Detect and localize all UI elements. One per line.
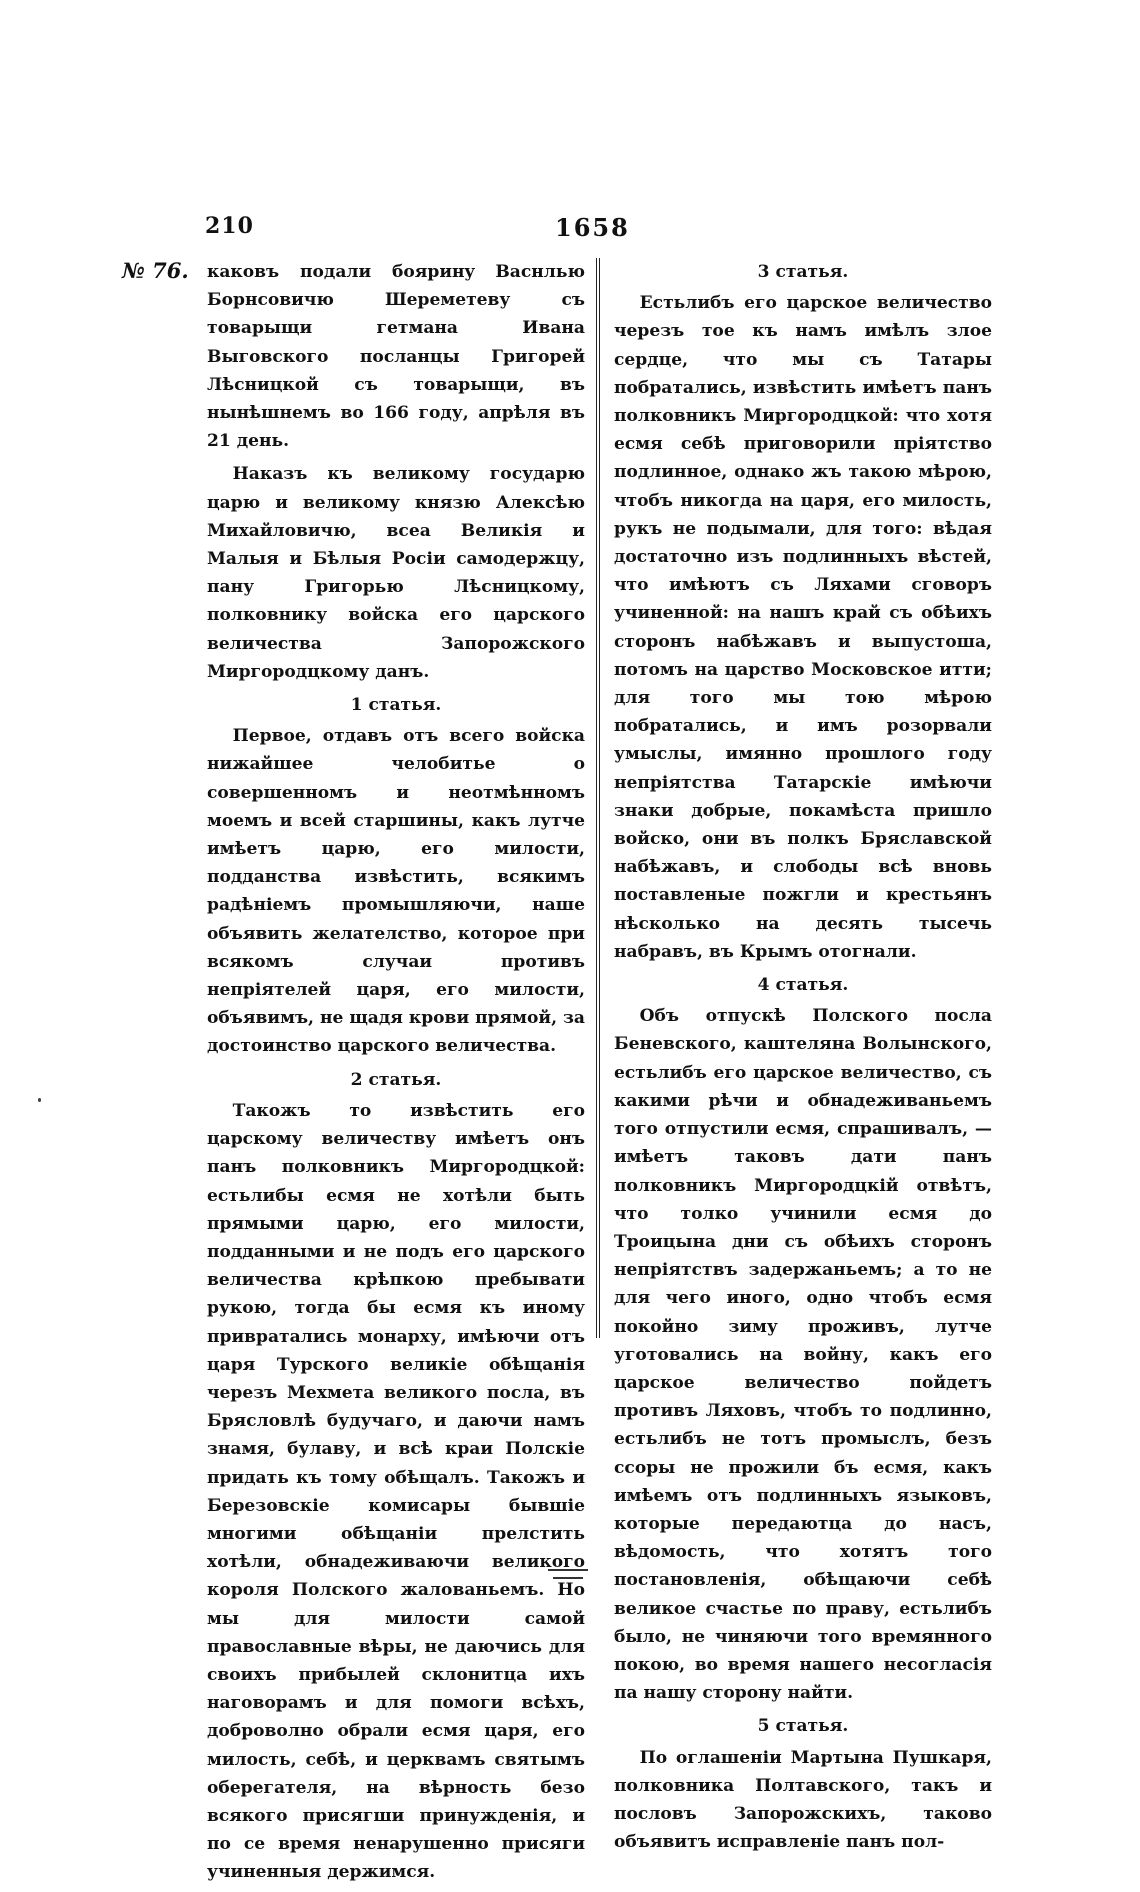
article-2-heading: 2 статья. (350, 1069, 442, 1090)
article-1-heading: 1 статья. (350, 695, 442, 716)
scan-speck (38, 1098, 41, 1102)
article-3-text: Естьлибъ его царское величество черезъ тое къ намъ имѣлъ злое сердце, что мы съ Татары побратались, извѣстить имѣетъ панъ полковникъ Миргородцкой: что хотя есмя себѣ приговорили пріятство подлинное, однако жъ такою мѣрою, чтобъ никогда на царя, его милость, рукъ не подымали, для того: вѣдая достаточно изъ подлинныхъ вѣстей, что имѣютъ съ Ляхами сговоръ учиненной: на нашъ край съ обѣихъ сторонъ набѣжавъ и выпустоша, потомъ на царство Московское итти; для того мы тою мѣрою побратались, и имъ розорвали умыслы, имянно прошлого году непріятства Татарскіе имѣючи знаки добрые, покамѣста пришло войско, они въ полкъ Бряславской набѣжавъ, и слободы всѣ вновь поставленые пожгли и крестьянъ нѣсколько на десять тысечь набравъ, въ Крымъ отогнали. (614, 293, 992, 962)
nakaz-paragraph: Наказъ къ великому государю царю и великому князю Алексѣю Михайловичю, всеа Великія и Малыя и Бѣлыя Росіи самодержцу, пану Григорью Лѣсницкому, полковнику войска его царского величества Запорожского Миргородцкому данъ. (207, 464, 585, 682)
article-2-text: Такожъ то извѣстить его царскому величеству имѣетъ онъ панъ полковникъ Миргородцкой: естьлибы есмя не хотѣли быть прямыми царю, его милости, подданными и не подъ его царского величества крѣпкою пребывати рукою, тогда бы есмя къ иному привратались монарху, имѣючи отъ царя Турского великіе обѣщанія черезъ Мехмета великого посла, въ Брясловлѣ будучаго, и даючи намъ знамя, булаву, и всѣ краи Полскіе придать къ тому обѣщалъ. Такожъ и Березовскіе комисары бывшіе многими обѣщаніи прелстить хотѣли, обнадеживаючи великого короля Полского жалованьемъ. Но мы для милости самой православные вѣры, не даючись для своихъ прибылей склонитца ихъ наговорамъ и для помоги всѣхъ, доброволно обрали есмя царя, его милость, себѣ, и церквамъ святымъ оберегателя, на вѣрность безо всякого присягши принужденія, и по се время ненарушенно присяги учиненныя держимся. (207, 1100, 585, 1883)
document-number: № 76. (122, 258, 189, 283)
page-year: 1658 (555, 213, 630, 242)
intro-paragraph: каковъ подали бояринy Васнлью Борнсовичю Шереметеву съ товарыщи гетмана Ивана Выговского посланцы Григорей Лѣсницкой съ товарыщи, въ нынѣшнемъ во 166 году, апрѣля въ 21 день. (207, 262, 585, 452)
article-5-text: По оглашеніи Мартына Пушкаря, полковника Полтавского, такъ и пословъ Запорожскихъ, таково объявитъ исправленіе панъ пол- (614, 1747, 992, 1853)
article-4-text: Объ отпускѣ Полского посла Беневского, каштеляна Волынского, естьлибъ его царское величество, съ какими рѣчи и обнадеживаньемъ того отпустили есмя, спрашивалъ, — имѣетъ таковъ дати панъ полковникъ Миргородцкій отвѣтъ, что толко учинили есмя до Троицына дни съ обѣихъ сторонъ непріятствъ задержаньемъ; а то не для чего иного, одно чтобъ есмя покойно зиму проживъ, лутче уготовались на войну, какъ его царское величество пойдетъ противъ Ляховъ, чтобъ то подлинно, естьлибъ не тотъ промыслъ, безъ ссоры не прожили бъ есмя, какъ имѣемъ отъ подлинныхъ языковъ, которые передаютца до насъ, вѣдомость, что хотятъ того постановленія, обѣщаючи себѣ великое счастье по праву, естьлибъ было, не чиняючи того времянного покою, во время нашего несогласія па нашу сторону найти. (614, 1006, 992, 1704)
footer-rule (548, 1569, 588, 1571)
article-4-heading: 4 статья. (757, 975, 849, 996)
column-divider (596, 258, 600, 1338)
right-column (614, 258, 992, 1861)
article-3-heading: 3 статья. (757, 262, 849, 282)
page-number: 210 (205, 213, 254, 239)
footer-rule-short (553, 1577, 583, 1579)
article-1-text: Первое, отдавъ отъ всего войска нижайшее челобитье о совершенномъ и неотмѣнномъ моемъ и всей старшины, какъ лутче имѣетъ царю, его милости, подданства извѣстить, всякимъ радѣніемъ промышляючи, наше объявить желателство, которое при всякомъ случаи противъ непріятелей царя, его милости, объявимъ, не щадя крови прямой, за достоинство царского величества. (207, 726, 585, 1057)
left-column (207, 258, 585, 1892)
article-5-heading: 5 статья. (757, 1716, 849, 1737)
